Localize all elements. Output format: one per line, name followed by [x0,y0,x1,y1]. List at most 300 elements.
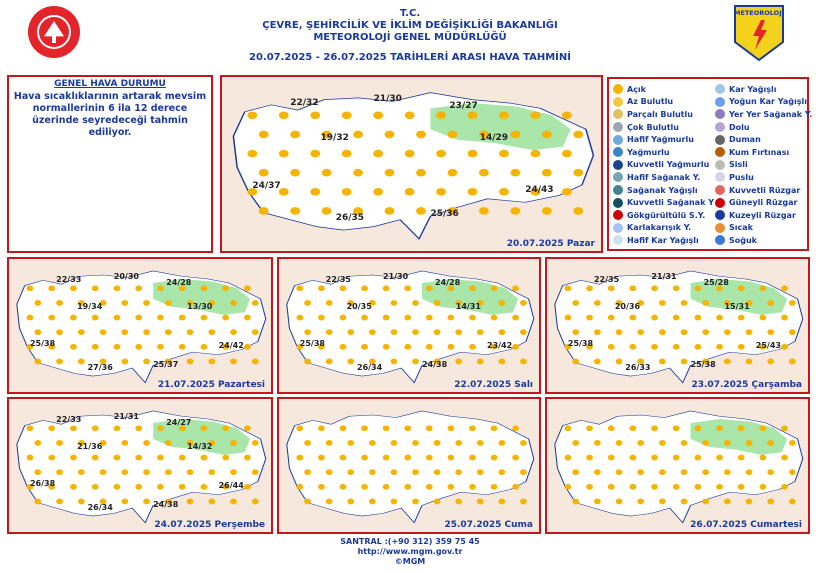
sun-icon [361,425,368,431]
sun-icon [56,440,63,446]
sun-icon [100,469,107,475]
sun-icon [391,358,398,364]
sun-icon [426,315,433,321]
sun-icon [165,300,172,306]
sun-icon [659,498,666,504]
sun-icon [391,469,398,475]
sun-icon [573,131,583,139]
sun-icon [347,469,354,475]
sun-icon [673,285,680,291]
sun-icon [455,440,462,446]
sun-icon [412,329,419,335]
sun-icon [510,131,520,139]
footer-copyright: ©MGM [394,557,426,566]
sun-icon [310,111,320,119]
sun-icon [608,344,615,350]
sun-icon [70,484,77,490]
legend-column-left [613,83,714,247]
turkey-map [547,399,808,532]
legend-item [613,146,714,159]
day-label: 23.07.2025 Çarşamba [691,380,802,390]
sun-icon [114,484,121,490]
sun-icon [651,285,658,291]
sun-icon [208,358,215,364]
sun-icon [426,344,433,350]
sun-icon [512,344,519,350]
sun-icon [290,207,300,215]
sun-icon [767,300,774,306]
sun-icon [499,111,509,119]
sun-icon [342,111,352,119]
sun-icon [304,498,311,504]
sun-icon [157,344,164,350]
sun-icon [304,329,311,335]
day-label: 21.07.2025 Pazartesi [157,380,265,390]
sun-icon [405,150,415,158]
legend-item-label: Kuvvetli Rüzgar [729,185,801,195]
sun-icon [369,329,376,335]
sun-icon [759,315,766,321]
sun-icon [383,455,390,461]
sun-icon [361,484,368,490]
sun-icon [222,285,229,291]
sun-icon [436,150,446,158]
sun-icon [383,315,390,321]
sun-icon [572,498,579,504]
hail-icon [715,122,725,132]
sun-icon [247,111,257,119]
legend-item-label: Kar Yağışlı [729,84,777,94]
sun-icon [385,131,395,139]
sun-icon [114,455,121,461]
sun-icon [746,498,753,504]
sun-icon [135,484,142,490]
temperature-label: 25/37 [153,360,179,370]
legend-item-label: Kum Fırtınası [729,147,790,157]
sun-icon [318,484,325,490]
sun-icon [92,425,99,431]
temperature-label: 23/42 [487,341,513,351]
sun-icon [767,440,774,446]
sun-icon [468,188,478,196]
sun-icon [48,315,55,321]
map-panel-day-6 [277,397,541,534]
sun-icon [694,285,701,291]
sun-icon [572,358,579,364]
shower-icon [613,185,623,195]
day-label: 22.07.2025 Salı [454,380,533,390]
sun-icon [404,455,411,461]
footer-website-link[interactable]: http://www.mgm.gov.tr [357,547,463,556]
sun-icon [412,440,419,446]
legend-item [613,159,714,172]
sun-icon [157,484,164,490]
sun-icon [789,469,796,475]
sun-icon [290,169,300,177]
footer-phone: SANTRAL :(+90 312) 359 75 45 [340,537,480,546]
sun-icon [455,329,462,335]
sun-icon [694,315,701,321]
sun-icon [373,150,383,158]
sun-icon [208,329,215,335]
sun-icon [746,329,753,335]
sun-icon [564,315,571,321]
sun-icon [361,344,368,350]
sun-icon [716,425,723,431]
sun-icon [564,425,571,431]
sun-icon [340,344,347,350]
sun-icon [491,315,498,321]
legend-item-label: Açık [627,84,646,94]
sun-icon [34,329,41,335]
sun-icon [304,358,311,364]
sun-icon [738,425,745,431]
sun-icon [629,285,636,291]
legend-item-label: Sisli [729,160,748,170]
legend-item-label: Dolu [729,122,750,132]
sun-icon [436,111,446,119]
temperature-label: 25/43 [755,341,781,351]
sun-icon [157,315,164,321]
sun-icon [70,344,77,350]
sun-icon [135,315,142,321]
sun-icon [767,498,774,504]
sun-icon [469,344,476,350]
strong-wind-icon [715,185,725,195]
sun-icon [340,425,347,431]
sun-icon [296,455,303,461]
day-label: 26.07.2025 Cumartesi [690,520,802,530]
sun-icon [681,498,688,504]
sun-icon [383,285,390,291]
sun-icon [318,425,325,431]
header-line3: METEOROLOJİ GENEL MÜDÜRLÜĞÜ [313,32,507,43]
sun-icon [326,329,333,335]
sun-icon [616,358,623,364]
general-weather-text: Hava sıcaklıklarının artarak mevsim normallerinin 6 ila 12 derece üzerinde seyredeceği tahmin ediliyor. [13,91,207,138]
sun-icon [361,315,368,321]
sun-icon [230,329,237,335]
legend-item [715,171,812,184]
sun-icon [143,300,150,306]
sandstorm-icon [715,147,725,157]
sun-icon [520,329,527,335]
legend-item [715,234,812,247]
sun-icon [781,425,788,431]
sun-icon [694,344,701,350]
sun-icon [27,285,34,291]
sun-icon [608,285,615,291]
sun-icon [608,484,615,490]
sun-icon [629,484,636,490]
sun-icon [738,484,745,490]
sun-icon [746,469,753,475]
sun-icon [447,344,454,350]
map-panel-day-7 [545,397,810,534]
sun-icon [48,455,55,461]
sun-icon [347,440,354,446]
sun-icon [70,425,77,431]
sun-icon [659,440,666,446]
sun-icon [157,455,164,461]
sun-icon [759,425,766,431]
sun-icon [436,188,446,196]
sun-icon [340,484,347,490]
sun-icon [448,131,458,139]
sun-icon [322,169,332,177]
sun-icon [520,469,527,475]
sun-icon [391,440,398,446]
sun-icon [455,469,462,475]
sun-icon [702,469,709,475]
sun-icon [447,315,454,321]
sun-icon [279,111,289,119]
sun-icon [572,300,579,306]
turkey-map [9,259,271,392]
sun-icon [651,344,658,350]
sun-icon [426,455,433,461]
sun-icon [369,498,376,504]
cold-icon [715,235,725,245]
sun-icon [498,440,505,446]
sun-icon [724,469,731,475]
temperature-label: 26/34 [357,362,383,372]
temperature-label: 21/31 [651,272,677,282]
sun-icon [187,329,194,335]
sun-icon [361,455,368,461]
turkey-map [222,77,601,251]
temperature-label: 24/38 [422,360,448,370]
sun-icon [230,358,237,364]
legend-item [715,184,812,197]
legend-item-label: Yer Yer Sağanak Y. [729,109,813,119]
sun-icon [78,498,85,504]
sun-icon [201,425,208,431]
sun-icon [594,358,601,364]
sun-icon [767,358,774,364]
sun-icon [56,498,63,504]
temperature-label: 13/30 [187,301,213,311]
few-clouds-icon [613,97,623,107]
temperature-label: 15/31 [724,301,750,311]
sun-icon [208,469,215,475]
sun-icon [455,358,462,364]
north-wind-icon [715,210,725,220]
sun-icon [455,498,462,504]
legend-column-right [715,83,812,247]
sun-icon [201,344,208,350]
sun-icon [637,469,644,475]
temperature-label: 24/37 [252,181,281,192]
sun-icon [34,469,41,475]
sun-icon [100,329,107,335]
sun-icon [121,358,128,364]
legend-item-label: Karlakarışık Y. [627,223,692,233]
sun-icon [629,455,636,461]
sun-icon [201,484,208,490]
sun-icon [404,425,411,431]
sun-icon [477,498,484,504]
sun-icon [121,498,128,504]
sun-icon [114,285,121,291]
sun-icon [244,344,251,350]
sun-icon [491,484,498,490]
cloudy-icon [613,122,623,132]
general-weather-panel [7,75,213,253]
temperature-label: 14/31 [455,301,481,311]
legend-item [613,83,714,96]
sun-icon [542,131,552,139]
sun-icon [56,358,63,364]
sun-icon [659,300,666,306]
sun-icon [342,188,352,196]
sun-icon [326,469,333,475]
map-panel-day-1 [220,75,603,253]
sun-icon [724,440,731,446]
sun-icon [92,344,99,350]
sun-icon [746,440,753,446]
sun-icon [716,344,723,350]
legend-item-label: Hafif Kar Yağışlı [627,235,699,245]
sun-icon [479,169,489,177]
sun-icon [56,329,63,335]
south-wind-icon [715,198,725,208]
legend-item [715,83,812,96]
sun-icon [702,300,709,306]
temperature-label: 20/36 [614,301,641,311]
sun-icon [520,440,527,446]
temperature-label: 21/31 [113,412,139,422]
legend-item [715,133,812,146]
temperature-label: 22/33 [56,414,82,424]
sun-icon [499,150,509,158]
sun-icon [512,484,519,490]
sun-icon [469,484,476,490]
sun-icon [230,440,237,446]
sun-icon [373,188,383,196]
sun-icon [562,111,572,119]
sun-icon [594,300,601,306]
temperature-label: 19/34 [77,301,103,311]
sun-icon [340,285,347,291]
sun-icon [613,84,623,94]
sun-icon [512,425,519,431]
light-rain-icon [613,135,623,145]
legend-item [715,121,812,134]
sun-icon [434,498,441,504]
legend-item-label: Sağanak Yağışlı [627,185,698,195]
sun-icon [498,329,505,335]
sun-icon [405,188,415,196]
sun-icon [157,425,164,431]
turkey-map [279,399,539,532]
sun-icon [416,169,426,177]
sun-icon [781,315,788,321]
sun-icon [391,498,398,504]
legend-item [715,159,812,172]
sun-icon [326,358,333,364]
legend-item-label: Kuvvetli Yağmurlu [627,160,710,170]
page-header [0,8,820,64]
sun-icon [405,111,415,119]
sun-icon [290,131,300,139]
sun-icon [412,358,419,364]
logo-text: METEOROLOJİ [733,9,785,17]
temperature-label: 19/32 [320,132,349,143]
sun-icon [681,440,688,446]
sun-icon [230,498,237,504]
sun-icon [512,285,519,291]
sun-icon [447,425,454,431]
heavy-rain-icon [613,160,623,170]
sun-icon [789,440,796,446]
header-date-range: 20.07.2025 - 26.07.2025 TARİHLERİ ARASI HAVA TAHMİNİ [248,52,571,63]
sun-icon [564,455,571,461]
turkey-map [547,259,808,392]
sun-icon [616,469,623,475]
sun-icon [594,440,601,446]
sun-icon [767,329,774,335]
sleet-icon [613,223,623,233]
temperature-label: 22/35 [593,274,620,284]
sun-icon [34,498,41,504]
sun-icon [92,285,99,291]
sun-icon [56,300,63,306]
sun-icon [562,188,572,196]
sun-icon [143,358,150,364]
sun-icon [143,329,150,335]
sun-icon [296,285,303,291]
sun-icon [759,285,766,291]
sun-icon [510,207,520,215]
sun-icon [781,455,788,461]
sun-icon [369,440,376,446]
sun-icon [426,484,433,490]
temperature-label: 26/35 [335,212,365,223]
sun-icon [391,329,398,335]
sun-icon [586,455,593,461]
sun-icon [244,315,251,321]
sun-icon [70,455,77,461]
sun-icon [404,285,411,291]
temperature-label: 24/43 [525,184,554,195]
sun-icon [510,169,520,177]
sun-icon [531,111,541,119]
sun-icon [304,440,311,446]
sun-icon [208,498,215,504]
sun-icon [143,498,150,504]
sun-icon [34,300,41,306]
sun-icon [781,484,788,490]
sun-icon [724,498,731,504]
turkey-map [9,399,271,532]
sun-icon [637,329,644,335]
temperature-label: 21/30 [373,94,402,105]
sun-icon [498,358,505,364]
sun-icon [681,300,688,306]
sun-icon [608,455,615,461]
sun-icon [244,455,251,461]
sun-icon [296,315,303,321]
sun-icon [426,285,433,291]
sun-icon [637,498,644,504]
sun-icon [92,455,99,461]
sun-icon [629,425,636,431]
sun-icon [673,315,680,321]
temperature-label: 24/28 [166,277,192,287]
sun-icon [694,425,701,431]
sun-icon [252,498,259,504]
